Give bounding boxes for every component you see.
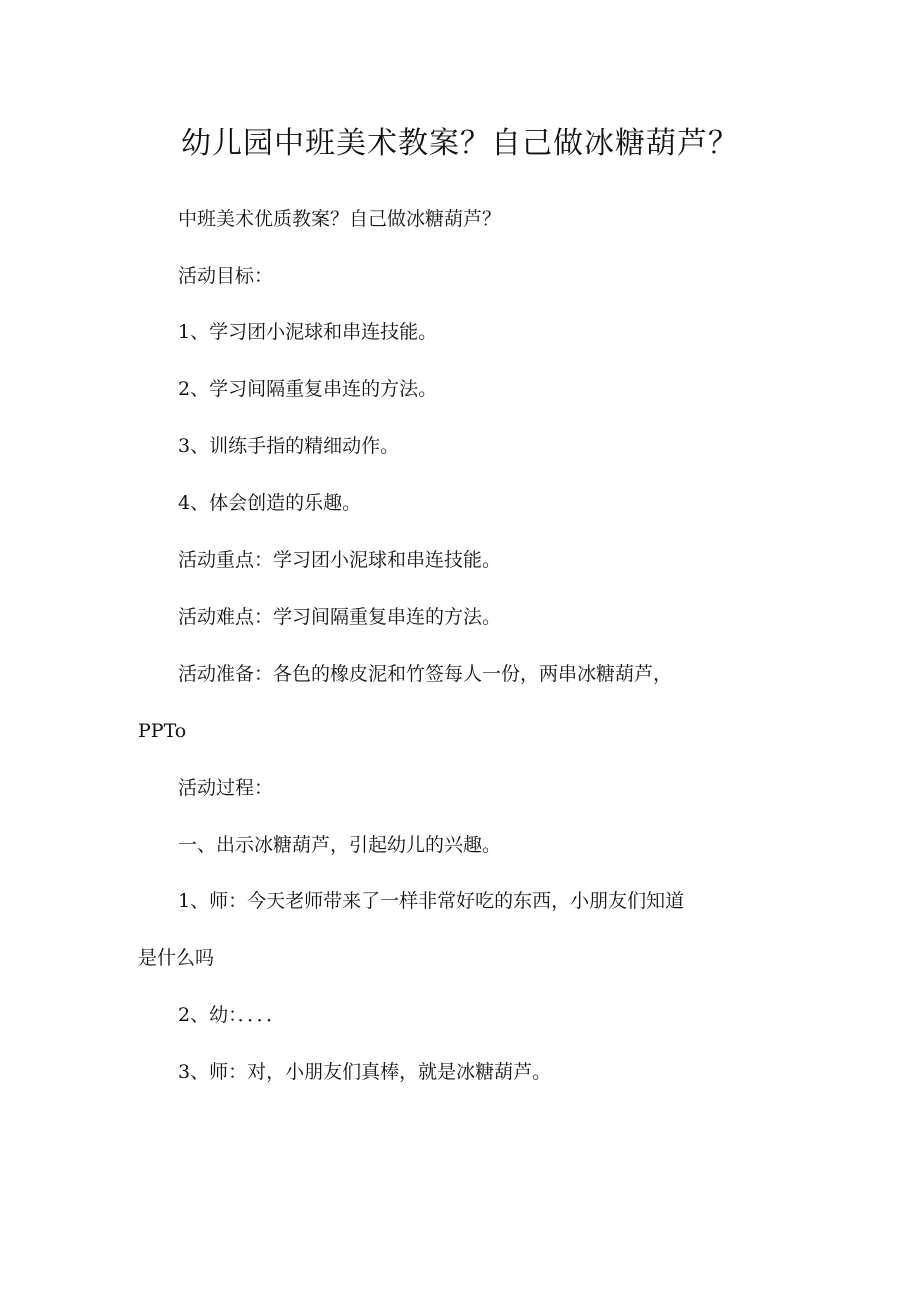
objective-item: 1、学习团小泥球和串连技能。 (178, 321, 438, 343)
step-one: 一、出示冰糖葫芦，引起幼儿的兴趣。 (178, 834, 502, 856)
objective-item: 2、学习间隔重复串连的方法。 (178, 378, 438, 400)
objectives-heading: 活动目标： (178, 265, 274, 287)
dialogue-1-line-2: 是什么吗 (138, 947, 215, 969)
key-point: 活动重点：学习团小泥球和串连技能。 (178, 549, 502, 571)
difficulty: 活动难点：学习间隔重复串连的方法。 (178, 606, 502, 628)
preparation-line-2: PPTo (138, 720, 187, 742)
objective-item: 4、体会创造的乐趣。 (178, 492, 362, 514)
subtitle: 中班美术优质教案？自己做冰糖葫芦？ (178, 208, 502, 230)
dialogue-1-line-1: 1、师：今天老师带来了一样非常好吃的东西，小朋友们知道 (178, 890, 685, 912)
objective-item: 3、训练手指的精细动作。 (178, 435, 400, 457)
dialogue-2: 2、幼：．．．． (178, 1004, 286, 1026)
preparation-line-1: 活动准备：各色的橡皮泥和竹签每人一份，两串冰糖葫芦， (178, 663, 673, 685)
process-heading: 活动过程： (178, 777, 274, 799)
document-title: 幼儿园中班美术教案？自己做冰糖葫芦？ (181, 126, 739, 161)
dialogue-3: 3、师：对，小朋友们真棒，就是冰糖葫芦。 (178, 1061, 552, 1083)
